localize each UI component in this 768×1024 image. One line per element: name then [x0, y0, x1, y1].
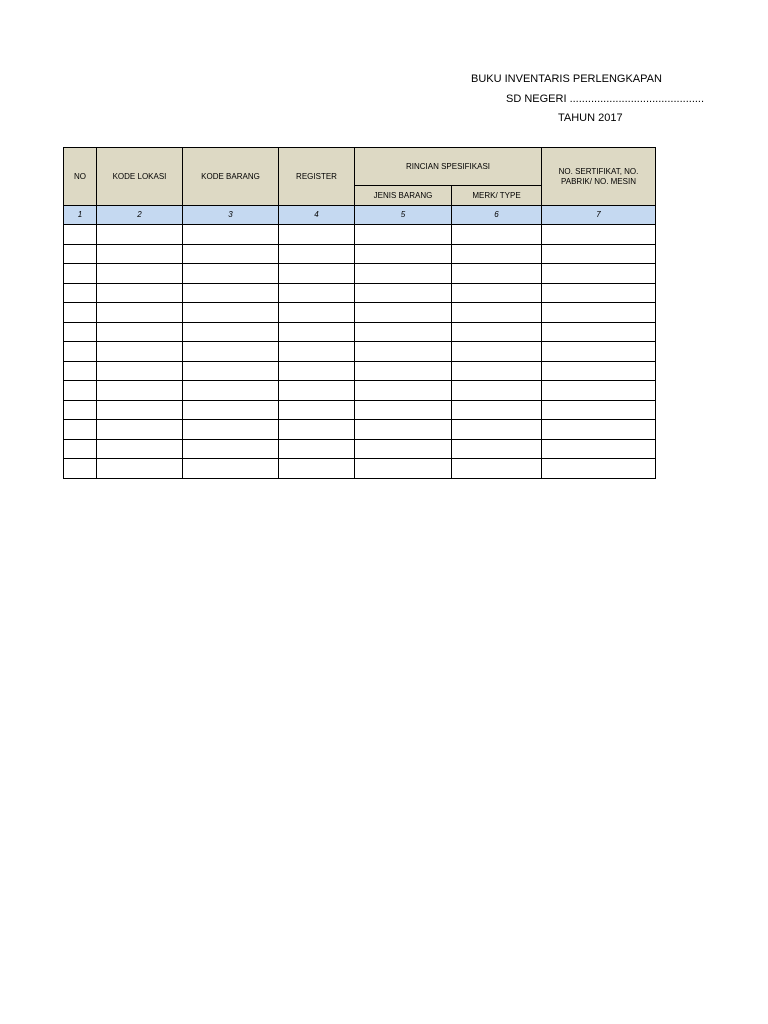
- table-cell: [452, 361, 542, 381]
- table-cell: [279, 361, 355, 381]
- col-header-merk-type: MERK/ TYPE: [452, 186, 542, 206]
- table-row: [64, 420, 656, 440]
- column-number: 1: [64, 206, 97, 225]
- table-cell: [183, 303, 279, 323]
- table-cell: [542, 244, 656, 264]
- table-cell: [97, 303, 183, 323]
- col-header-kode-lokasi: KODE LOKASI: [97, 148, 183, 206]
- table-cell: [279, 244, 355, 264]
- table-row: [64, 225, 656, 245]
- table-cell: [183, 264, 279, 284]
- table-cell: [542, 439, 656, 459]
- table-cell: [355, 439, 452, 459]
- table-cell: [355, 283, 452, 303]
- table-cell: [355, 225, 452, 245]
- table-cell: [97, 322, 183, 342]
- table-cell: [542, 225, 656, 245]
- col-header-no: NO: [64, 148, 97, 206]
- table-cell: [183, 400, 279, 420]
- table-row: [64, 283, 656, 303]
- column-number: 6: [452, 206, 542, 225]
- table-cell: [64, 381, 97, 401]
- table-cell: [452, 420, 542, 440]
- table-cell: [97, 459, 183, 479]
- table-cell: [64, 459, 97, 479]
- table-cell: [97, 420, 183, 440]
- column-number: 2: [97, 206, 183, 225]
- table-cell: [355, 264, 452, 284]
- table-cell: [452, 342, 542, 362]
- school-name-line: SD NEGERI ............................................: [506, 93, 705, 105]
- column-number: 4: [279, 206, 355, 225]
- table-cell: [279, 264, 355, 284]
- table-cell: [355, 244, 452, 264]
- table-cell: [183, 283, 279, 303]
- table-cell: [64, 225, 97, 245]
- table-cell: [97, 244, 183, 264]
- table-row: [64, 381, 656, 401]
- table-row: [64, 400, 656, 420]
- table-cell: [183, 381, 279, 401]
- table-cell: [279, 439, 355, 459]
- table-cell: [279, 381, 355, 401]
- document-title: BUKU INVENTARIS PERLENGKAPAN: [471, 73, 662, 85]
- table-row: [64, 459, 656, 479]
- table-cell: [355, 361, 452, 381]
- year-line: TAHUN 2017: [558, 112, 623, 124]
- table-cell: [97, 361, 183, 381]
- table-cell: [542, 342, 656, 362]
- table-cell: [279, 225, 355, 245]
- table-cell: [64, 283, 97, 303]
- column-number: 7: [542, 206, 656, 225]
- table-cell: [452, 439, 542, 459]
- table-cell: [64, 420, 97, 440]
- table-cell: [64, 361, 97, 381]
- col-header-sertifikat: NO. SERTIFIKAT, NO. PABRIK/ NO. MESIN: [542, 148, 656, 206]
- table-cell: [452, 244, 542, 264]
- table-cell: [452, 381, 542, 401]
- table-cell: [97, 342, 183, 362]
- table-cell: [97, 283, 183, 303]
- table-cell: [542, 283, 656, 303]
- table-cell: [279, 420, 355, 440]
- table-cell: [183, 361, 279, 381]
- table-cell: [64, 244, 97, 264]
- table-cell: [279, 342, 355, 362]
- table-cell: [452, 459, 542, 479]
- table-cell: [542, 303, 656, 323]
- table-cell: [452, 322, 542, 342]
- table-cell: [279, 303, 355, 323]
- table-cell: [183, 459, 279, 479]
- table-cell: [355, 459, 452, 479]
- table-cell: [452, 225, 542, 245]
- table-cell: [279, 459, 355, 479]
- col-header-register: REGISTER: [279, 148, 355, 206]
- table-cell: [452, 303, 542, 323]
- table-cell: [542, 361, 656, 381]
- table-cell: [355, 400, 452, 420]
- table-row: [64, 264, 656, 284]
- table-cell: [542, 264, 656, 284]
- table-row: [64, 439, 656, 459]
- table-cell: [355, 303, 452, 323]
- table-cell: [64, 439, 97, 459]
- col-header-kode-barang: KODE BARANG: [183, 148, 279, 206]
- table-row: [64, 342, 656, 362]
- table-row: [64, 244, 656, 264]
- table-cell: [97, 225, 183, 245]
- table-cell: [183, 225, 279, 245]
- column-number-row: [64, 206, 656, 225]
- table-cell: [452, 283, 542, 303]
- table-cell: [279, 283, 355, 303]
- table-cell: [279, 400, 355, 420]
- inventory-table: [63, 147, 656, 479]
- header-row: [64, 148, 656, 186]
- table-cell: [542, 459, 656, 479]
- table-row: [64, 322, 656, 342]
- col-header-rincian-spesifikasi: RINCIAN SPESIFIKASI: [355, 148, 542, 186]
- table-cell: [183, 342, 279, 362]
- table-cell: [542, 381, 656, 401]
- table-cell: [97, 439, 183, 459]
- table-row: [64, 361, 656, 381]
- table-cell: [97, 264, 183, 284]
- table-cell: [97, 400, 183, 420]
- table-cell: [64, 400, 97, 420]
- table-cell: [183, 420, 279, 440]
- table-cell: [97, 381, 183, 401]
- column-number: 5: [355, 206, 452, 225]
- table-cell: [355, 342, 452, 362]
- table-cell: [542, 322, 656, 342]
- table-cell: [279, 322, 355, 342]
- table-cell: [64, 342, 97, 362]
- table-cell: [542, 400, 656, 420]
- table-cell: [355, 322, 452, 342]
- column-number: 3: [183, 206, 279, 225]
- table-cell: [183, 244, 279, 264]
- table-cell: [64, 303, 97, 323]
- table-body: [64, 225, 656, 479]
- table-cell: [355, 381, 452, 401]
- table-cell: [452, 264, 542, 284]
- table-row: [64, 303, 656, 323]
- table-cell: [355, 420, 452, 440]
- col-header-jenis-barang: JENIS BARANG: [355, 186, 452, 206]
- table-cell: [64, 264, 97, 284]
- table-cell: [183, 322, 279, 342]
- table-cell: [183, 439, 279, 459]
- table-cell: [452, 400, 542, 420]
- table-cell: [64, 322, 97, 342]
- table-cell: [542, 420, 656, 440]
